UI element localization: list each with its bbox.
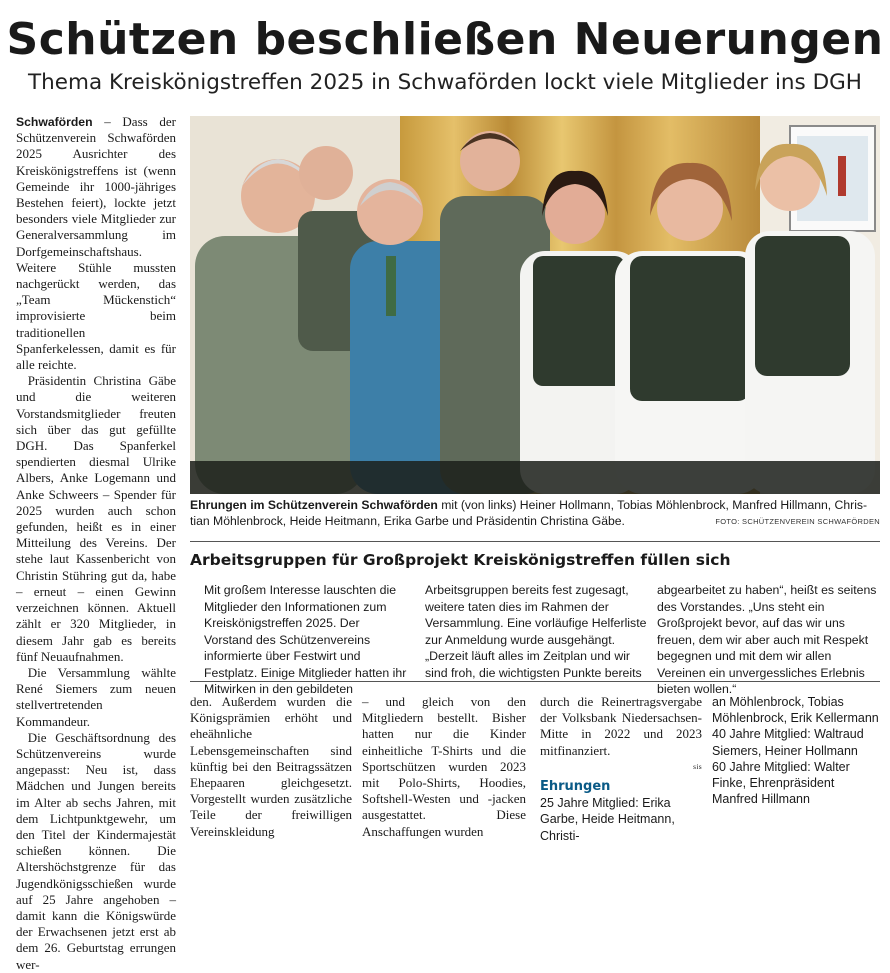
article-column-4	[540, 694, 702, 844]
box-column-1: Mit großem Interesse lauschten die Mitglieder den Informationen zum Kreiskönigstreffen 2025. Der Vorstand des Schützenvereins informierte über Festwirt und Festplatz. Einige Mitglieder hatten ihr Mitwirken in den gebildeten	[204, 583, 407, 696]
box-column-2: Arbeitsgruppen bereits fest zugesagt, weitere taten dies im Rahmen der Versammlung. Eine vorläufige Helferliste zur Anmeldung wurde ausgehängt. „Derzeit läuft alles im Zeitplan und wir sind froh, die wichtigsten Punkte bereits	[425, 583, 647, 680]
honors-25-continued: an Möhlenbrock, Tobias Möhlenbrock, Erik Kellermann	[712, 695, 879, 726]
box-column-3: abgearbeitet zu haben“, heißt es seitens des Vorstandes. „Uns steht ein Großprojekt bevor, auf das wir uns freuen, dem wir aber auch mit Respekt begegnen und mit dem wir allen Vereinen ein unvergessliches Erlebnis bieten wollen.“	[657, 583, 877, 696]
headline: Schützen beschließen Neuerungen	[6, 14, 884, 65]
honors-40-years: 40 Jahre Mitglied: Waltraud Siemers, Heiner Hollmann	[712, 727, 864, 758]
article-column-5	[712, 694, 882, 807]
subheadline: Thema Kreiskönigstreffen 2025 in Schwaförden lockt viele Mitglieder ins DGH	[28, 70, 862, 95]
article-paragraph-1	[16, 114, 176, 373]
article-column-3: – und gleich von den Mitgliedern bestellt. Bisher hatten nur die Kinder einheitliche T-Shirts und die Sportschützen wurden 2023 mit Polo-Shirts, Hoodies, Softshell-Westen und -jacken ausgestattet. Diese Anschaffungen wurden	[362, 694, 526, 839]
caption-line-2: tian Möhlenbrock, Heide Heitmann, Erika Garbe und Präsidentin Christina Gäbe.	[190, 514, 625, 528]
article-paragraph-2: Präsidentin Christina Gäbe und die weiteren Vorstandsmitglieder freuten sich über das gut gefüllte DGH. Das Spanferkel spendierten diesmal Ulrike Albers, Anke Logemann und Anke Schweers – Spender für 2025 wurden auch schon gefunden, heißt es in einer Mitteilung des Vereins. Der stehe laut Kassenbericht von Christin Stühring gut da, habe – erneut – einen Gewinn verzeichnen können. Aktuell zählt er 320 Mitglieder, in diesem Jahr gab es bereits fünf Neuaufnahmen.	[16, 373, 176, 664]
honors-heading: Ehrungen	[540, 779, 611, 795]
article-text: – Dass der Schützenverein Schwaförden 2025 Ausrichter des Kreiskönigstreffens ist (wenn Gemeinde ihr 1000-jähriges Bestehen feiert), lockte jetzt besonders viele Mitglieder zur Generalversammlung im Dorfgemeinschaftshaus. Weitere Stühle mussten nachgerückt werden, das „Team Mückenstich“ improvisierte beim traditionellen Spanferkelessen, damit es für alle reichte.	[16, 114, 176, 373]
author-initials: sis	[693, 761, 702, 771]
caption-title: Ehrungen im Schützenverein Schwaförden	[190, 498, 438, 512]
dateline: Schwaförden	[16, 115, 93, 129]
box-heading: Arbeitsgruppen für Großprojekt Kreiskönigstreffen füllen sich	[190, 551, 731, 569]
caption-line-1	[190, 497, 882, 513]
article-column	[16, 114, 176, 973]
group-photo	[190, 116, 880, 494]
photo-credit: FOTO: SCHÜTZENVEREIN SCHWAFÖRDEN	[715, 517, 880, 526]
article-paragraph-3: Die Versammlung wählte René Siemers zum neuen stellvertretenden Kommandeur.	[16, 664, 176, 729]
box-top-rule	[190, 541, 880, 542]
honors-25-years: 25 Jahre Mitglied: Erika Garbe, Heide Heitmann, Christi-	[540, 796, 675, 843]
article-column-2: den. Außerdem wurden die Königsprämien erhöht und eheähnliche Lebensgemeinschaften sind künftig bei den Beitragssätzen Ehepaaren gleichgesetzt. Vorgestellt wurden zusätzliche Teile der freiwilligen Vereinskleidung	[190, 694, 352, 839]
box-bottom-rule	[190, 681, 880, 682]
honors-60-years: 60 Jahre Mitglied: Walter Finke, Ehrenpräsident Manfred Hillmann	[712, 759, 850, 807]
article-paragraph-4: Die Geschäftsordnung des Schützenvereins wurde angepasst: Neu ist, dass Mädchen und Jungen bereits im Alter ab sechs Jahren, mit dem Lichtpunktgewehr, um den Titel der Kindermajestät schießen können. Die Altershöchstgrenze für das Jugendkönigsschießen wurde auf 25 Jahre angehoben – damit kann die Königswürde der Erwachsenen jetzt erst ab dem 26. Geburtstag errungen wer-	[16, 729, 176, 972]
article-text-col4: durch die Reinertragsvergabe der Volksbank Niedersachsen-Mitte in 2022 und 2023 mitfinanziert.	[540, 694, 702, 758]
caption-text: mit (von links) Heiner Hollmann, Tobias Möhlenbrock, Manfred Hillmann, Chris-	[437, 498, 868, 512]
